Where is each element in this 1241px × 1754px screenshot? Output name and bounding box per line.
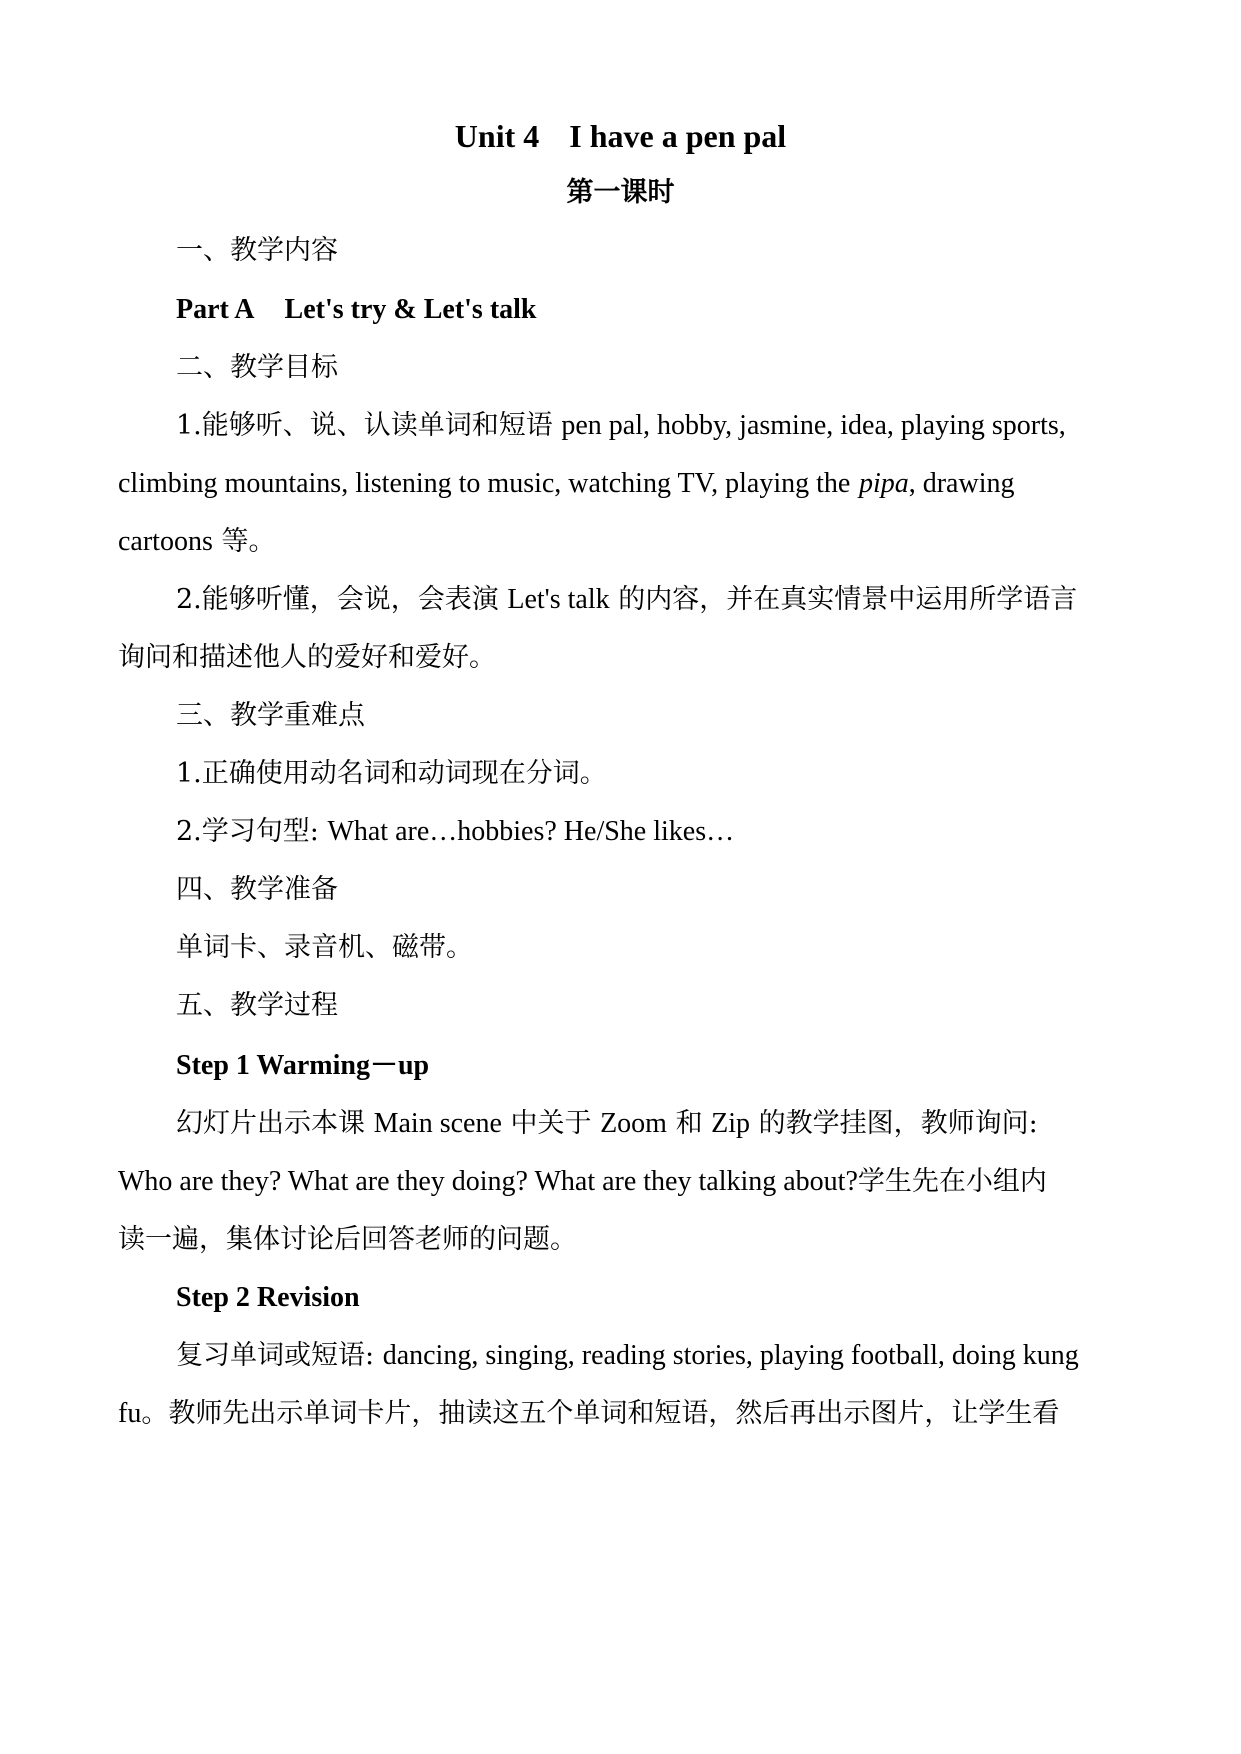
goal-2-cn-a: 2.能够听懂，会说，会表演 xyxy=(176,584,499,615)
goal-1-line-1 xyxy=(118,406,1186,446)
goal-1-words: pen pal, hobby, jasmine, idea, playing sports, xyxy=(561,410,1066,441)
step-1-cn-d: 的教学挂图，教师询问: xyxy=(758,1108,1038,1139)
unit-number: Unit 4 xyxy=(454,118,540,154)
unit-title xyxy=(0,116,1241,156)
key-point-2-cn: 2.学习句型: xyxy=(176,816,319,847)
goal-1-words-2a: climbing mountains, listening to music, watching TV, playing the xyxy=(118,468,851,499)
step-1-cn-c: 和 xyxy=(675,1108,703,1139)
step-2-line-2 xyxy=(118,1394,1128,1434)
step-1-line-1 xyxy=(118,1104,1186,1144)
step-2-words: dancing, singing, reading stories, playing football, doing kung xyxy=(382,1340,1079,1371)
goal-1-cn-3: 等。 xyxy=(221,526,276,557)
section-heading-key-points: 三、教学重难点 xyxy=(176,700,365,731)
section-heading-goals: 二、教学目标 xyxy=(176,352,338,383)
step-2-cn-2: 。教师先出示单词卡片，抽读这五个单词和短语，然后再出示图片，让学生看 xyxy=(141,1398,1060,1429)
step-2-word-fu: fu xyxy=(118,1398,142,1429)
goal-2-line-2: 询问和描述他人的爱好和爱好。 xyxy=(118,642,496,673)
key-point-2 xyxy=(118,812,1186,852)
step-1-cn-e: 学生先在小组内 xyxy=(857,1166,1047,1197)
step-2-title xyxy=(118,1278,1186,1318)
step-1-en-2: Zoom xyxy=(600,1108,667,1139)
step-1-title-text: Step 1 Warming－up xyxy=(176,1050,430,1081)
key-point-2-en: What are…hobbies? He/She likes… xyxy=(327,816,735,847)
step-2-title-text: Step 2 Revision xyxy=(176,1282,360,1313)
step-1-title xyxy=(118,1046,1186,1086)
section-heading-content: 一、教学内容 xyxy=(176,235,338,266)
section-heading-preparation: 四、教学准备 xyxy=(176,874,338,905)
preparation-items: 单词卡、录音机、磁带。 xyxy=(176,932,473,963)
part-title: Let's try & Let's talk xyxy=(284,294,537,325)
step-1-en-3: Zip xyxy=(711,1108,751,1139)
lesson-subtitle: 第一课时 xyxy=(566,177,675,208)
goal-1-italic-word: pipa xyxy=(858,468,909,499)
step-1-line-2 xyxy=(118,1162,1128,1202)
step-1-en-1: Main scene xyxy=(373,1108,502,1139)
section-heading-process: 五、教学过程 xyxy=(176,990,338,1021)
goal-1-line-2 xyxy=(118,464,1128,504)
part-label: Part A xyxy=(176,294,255,325)
key-point-1: 1.正确使用动名词和动词现在分词。 xyxy=(176,758,607,789)
goal-1-words-2b: , drawing xyxy=(908,468,1015,499)
step-2-line-1 xyxy=(118,1336,1186,1376)
goal-1-line-3 xyxy=(118,522,1128,562)
goal-1-words-3: cartoons xyxy=(118,526,213,557)
goal-2-en: Let's talk xyxy=(507,584,610,615)
goal-2-cn-b: 的内容，并在真实情景中运用所学语言 xyxy=(618,584,1078,615)
part-heading xyxy=(118,290,1186,330)
step-1-line-3: 读一遍，集体讨论后回答老师的问题。 xyxy=(118,1224,577,1255)
step-1-cn-b: 中关于 xyxy=(510,1108,592,1139)
step-1-questions: Who are they? What are they doing? What are they talking about? xyxy=(118,1166,858,1197)
goal-2-line-1 xyxy=(118,580,1186,620)
goal-1-cn: 1.能够听、说、认读单词和短语 xyxy=(176,410,553,441)
step-1-cn-a: 幻灯片出示本课 xyxy=(176,1108,365,1139)
step-2-cn: 复习单词或短语: xyxy=(176,1340,375,1371)
unit-name: I have a pen pal xyxy=(569,118,787,154)
